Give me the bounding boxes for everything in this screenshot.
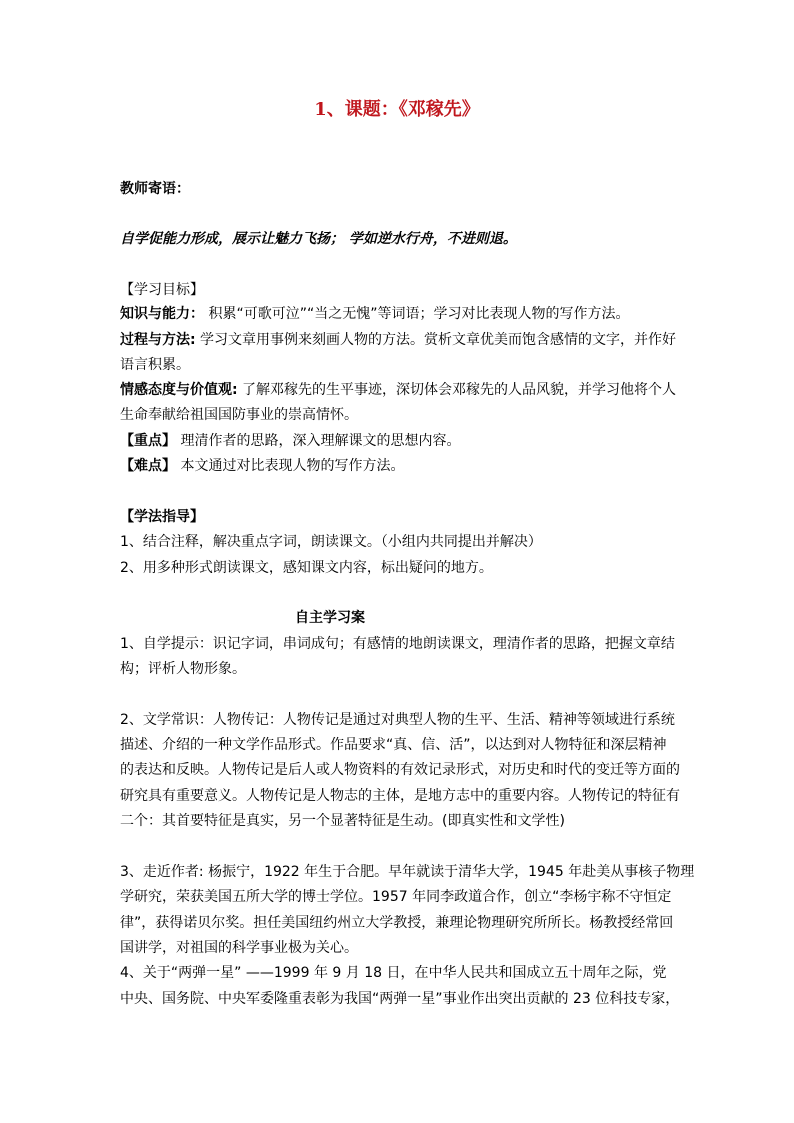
self-study-heading: 自主学习案 bbox=[295, 610, 365, 626]
emotion-line-1 bbox=[120, 381, 680, 399]
self-study-p3-line-2: 学研究，荣获美国五所大学的博士学位。1957 年同李政道合作，创立“李杨宇称不守恒定 bbox=[120, 889, 672, 905]
method-item-1: 1、结合注释，解决重点字词，朗读课文。（小组内共同提出并解决） bbox=[120, 534, 542, 550]
self-study-p1-line-2: 构；评析人物形象。 bbox=[120, 661, 246, 677]
self-study-p3-line-4: 国讲学，对祖国的科学事业极为关心。 bbox=[120, 940, 358, 956]
self-study-p2-line-3: 的表达和反映。人物传记是后人或人物资料的有效记录形式，对历史和时代的变迁等方面的 bbox=[120, 762, 680, 778]
emotion-line-2: 生命奉献给祖国国防事业的崇高情怀。 bbox=[120, 407, 358, 423]
difficulty-label: 【难点】 bbox=[120, 458, 176, 474]
knowledge-label: 知识与能力： bbox=[120, 306, 204, 322]
key-point-line bbox=[120, 432, 680, 450]
teacher-message-label: 教师寄语： bbox=[120, 181, 190, 197]
process-line-1 bbox=[120, 331, 680, 349]
self-study-p3-line-1: 3、走近作者: 杨振宁，1922 年生于合肥。早年就读于清华大学，1945 年赴美从事核子物理 bbox=[120, 864, 695, 880]
lesson-title: 1、课题：《邓稼先》 bbox=[314, 99, 480, 120]
difficulty-text: 本文通过对比表现人物的写作方法。 bbox=[176, 458, 405, 474]
process-label: 过程与方法: bbox=[120, 332, 196, 348]
knowledge-text: 积累“可歌可泣”“当之无愧”等词语；学习对比表现人物的写作方法。 bbox=[204, 306, 630, 322]
self-study-p2-line-4: 研究具有重要意义。人物传记是人物志的主体，是地方志中的重要内容。人物传记的特征有 bbox=[120, 788, 680, 804]
self-study-p3-line-3: 律”，获得诺贝尔奖。担任美国纽约州立大学教授，兼理论物理研究所所长。杨教授经常回 bbox=[120, 915, 674, 931]
self-study-p4-line-1: 4、关于“两弹一星” ——1999 年 9 月 18 日，在中华人民共和国成立五十周年之际，党 bbox=[120, 965, 667, 981]
difficulty-line bbox=[120, 457, 680, 475]
process-text: 学习文章用事例来刻画人物的方法。赏析文章优美而饱含感情的文字，并作好 bbox=[195, 332, 677, 348]
self-study-p2-line-5: 二个：其首要特征是真实，另一个显著特征是生动。(即真实性和文学性) bbox=[120, 813, 565, 829]
method-item-2: 2、用多种形式朗读课文，感知课文内容，标出疑问的地方。 bbox=[120, 560, 493, 576]
method-heading: 【学法指导】 bbox=[120, 509, 204, 525]
emotion-text: 了解邓稼先的生平事迹，深切体会邓稼先的人品风貌，并学习他将个人 bbox=[237, 382, 677, 398]
key-point-text: 理清作者的思路，深入理解课文的思想内容。 bbox=[176, 433, 461, 449]
emotion-label: 情感态度与价值观: bbox=[120, 382, 238, 398]
teacher-message-text: 自学促能力形成，展示让魅力飞扬； 学如逆水行舟，不进则退。 bbox=[120, 231, 517, 247]
self-study-p4-line-2: 中央、国务院、中央军委隆重表彰为我国“两弹一星”事业作出突出贡献的 23 位科技专家， bbox=[120, 991, 680, 1007]
knowledge-line bbox=[120, 305, 680, 323]
self-study-p2-line-1: 2、文学常识：人物传记：人物传记是通过对典型人物的生平、生活、精神等领域进行系统 bbox=[120, 712, 675, 728]
self-study-p1-line-1: 1、自学提示：识记字词，串词成句；有感情的地朗读课文，理清作者的思路，把握文章结 bbox=[120, 636, 675, 652]
self-study-p2-line-2: 描述、介绍的一种文学作品形式。作品要求“真、信、活”，以达到对人物特征和深层精神 bbox=[120, 737, 667, 753]
objectives-heading: 【学习目标】 bbox=[120, 282, 204, 298]
process-line-2: 语言积累。 bbox=[120, 357, 190, 373]
key-point-label: 【重点】 bbox=[120, 433, 176, 449]
